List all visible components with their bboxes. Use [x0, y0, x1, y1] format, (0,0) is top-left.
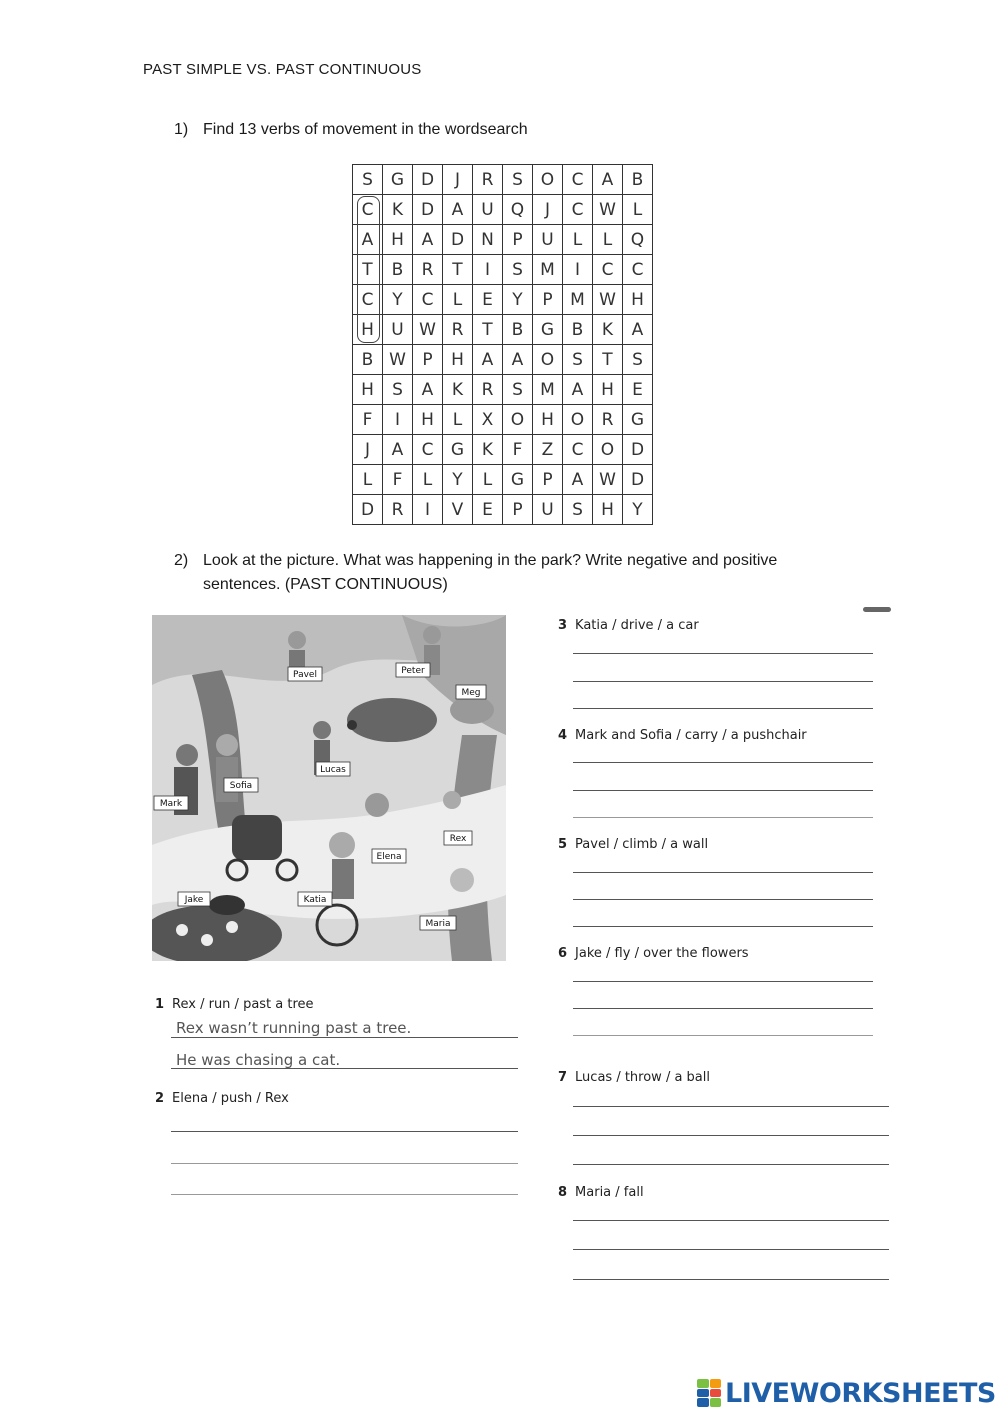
exercise-6-number: 6 [558, 946, 568, 961]
exercise-2-line-3[interactable] [171, 1194, 518, 1195]
wordsearch-cell[interactable]: S [623, 345, 653, 375]
logo-text-suffix: WORKSHEETS [789, 1377, 996, 1409]
exercise-6-prompt: Jake / fly / over the flowers [575, 946, 749, 961]
wordsearch-cell[interactable]: L [353, 465, 383, 495]
label-katia: Katia [303, 895, 327, 905]
wordsearch-cell[interactable]: P [503, 495, 533, 525]
wordsearch-cell[interactable]: H [593, 375, 623, 405]
exercise-1-answer-2: He was chasing a cat. [176, 1051, 341, 1069]
exercise-3-line-1[interactable] [573, 653, 873, 654]
wordsearch-cell[interactable]: C [353, 195, 383, 225]
wordsearch-cell[interactable]: Z [533, 435, 563, 465]
wordsearch-cell[interactable]: C [413, 435, 443, 465]
wordsearch-cell[interactable]: K [383, 195, 413, 225]
exercise-5-prompt: Pavel / climb / a wall [575, 837, 709, 852]
wordsearch-cell[interactable]: A [503, 345, 533, 375]
wordsearch-cell[interactable]: Y [443, 465, 473, 495]
wordsearch-cell[interactable]: U [383, 315, 413, 345]
wordsearch-cell[interactable]: R [383, 495, 413, 525]
question-1-text: Find 13 verbs of movement in the wordsearch [203, 121, 528, 138]
wordsearch-cell[interactable]: G [443, 435, 473, 465]
wordsearch-cell[interactable]: S [503, 165, 533, 195]
page-title: PAST SIMPLE VS. PAST CONTINUOUS [143, 61, 422, 78]
question-2 [174, 549, 854, 597]
wordsearch-row [353, 285, 653, 315]
wordsearch-cell[interactable]: A [353, 225, 383, 255]
logo-mark-green [697, 1379, 709, 1388]
label-rex: Rex [449, 834, 467, 844]
wordsearch-cell[interactable]: P [533, 285, 563, 315]
wordsearch-cell[interactable]: J [443, 165, 473, 195]
wordsearch-cell[interactable]: H [533, 405, 563, 435]
logo-mark-green-2 [710, 1398, 722, 1407]
wordsearch-cell[interactable]: H [623, 285, 653, 315]
wordsearch-cell[interactable]: H [593, 495, 623, 525]
wordsearch-cell[interactable]: F [503, 435, 533, 465]
wordsearch-cell[interactable]: B [503, 315, 533, 345]
exercise-6 [558, 946, 749, 961]
park-illustration [152, 615, 506, 961]
wordsearch-cell[interactable]: J [353, 435, 383, 465]
exercise-1-prompt: Rex / run / past a tree [172, 997, 314, 1012]
exercise-3-line-2[interactable] [573, 681, 873, 682]
wordsearch-cell[interactable]: I [383, 405, 413, 435]
wordsearch-cell[interactable]: D [413, 165, 443, 195]
wordsearch-cell[interactable]: E [623, 375, 653, 405]
wordsearch-highlight-catch [357, 196, 380, 343]
exercise-8-line-2[interactable] [573, 1249, 889, 1250]
wordsearch-cell[interactable]: R [473, 165, 503, 195]
wordsearch-cell[interactable]: H [353, 315, 383, 345]
wordsearch-cell[interactable]: I [563, 255, 593, 285]
wordsearch-cell[interactable]: L [413, 465, 443, 495]
exercise-5-number: 5 [558, 837, 568, 852]
exercise-7 [558, 1070, 710, 1085]
wordsearch-cell[interactable]: D [623, 435, 653, 465]
wordsearch-cell[interactable]: T [473, 315, 503, 345]
exercise-5-line-3[interactable] [573, 926, 873, 927]
exercise-2-number: 2 [155, 1091, 165, 1106]
wordsearch-cell[interactable]: S [383, 375, 413, 405]
wordsearch-cell[interactable]: A [473, 345, 503, 375]
wordsearch-cell[interactable]: U [533, 495, 563, 525]
wordsearch-cell[interactable]: T [443, 255, 473, 285]
exercise-7-line-1[interactable] [573, 1106, 889, 1107]
wordsearch-cell[interactable]: C [563, 165, 593, 195]
wordsearch-cell[interactable]: W [593, 465, 623, 495]
wordsearch-cell[interactable]: K [473, 435, 503, 465]
wordsearch-row [353, 165, 653, 195]
wordsearch-cell[interactable]: A [413, 375, 443, 405]
wordsearch-cell[interactable]: R [593, 405, 623, 435]
logo-text-prefix: LIVE [725, 1377, 790, 1409]
exercise-8-line-1[interactable] [573, 1220, 889, 1221]
wordsearch-cell[interactable]: O [533, 345, 563, 375]
exercise-4-line-2[interactable] [573, 790, 873, 791]
exercise-4-line-3[interactable] [573, 817, 873, 818]
wordsearch-cell[interactable]: L [443, 285, 473, 315]
exercise-8-line-3[interactable] [573, 1279, 889, 1280]
exercise-1-line-1[interactable] [171, 1037, 518, 1038]
wordsearch-cell[interactable]: H [383, 225, 413, 255]
wordsearch-cell[interactable]: B [383, 255, 413, 285]
wordsearch-cell[interactable]: O [563, 405, 593, 435]
page-corner-mark [863, 607, 891, 612]
wordsearch-cell[interactable]: P [413, 345, 443, 375]
exercise-7-prompt: Lucas / throw / a ball [575, 1070, 710, 1085]
wordsearch-cell[interactable]: T [353, 255, 383, 285]
wordsearch-cell[interactable]: O [503, 405, 533, 435]
exercise-6-line-2[interactable] [573, 1008, 873, 1009]
exercise-3 [558, 618, 699, 633]
wordsearch-cell[interactable]: C [353, 285, 383, 315]
wordsearch-cell[interactable]: C [563, 195, 593, 225]
question-1-number: 1) [174, 121, 189, 138]
wordsearch-cell[interactable]: V [443, 495, 473, 525]
exercise-5-line-1[interactable] [573, 872, 873, 873]
exercise-1-answer-1: Rex wasn’t running past a tree. [176, 1019, 412, 1037]
wordsearch-cell[interactable]: I [473, 255, 503, 285]
label-sofia: Sofia [229, 781, 253, 791]
wordsearch-cell[interactable]: Y [503, 285, 533, 315]
wordsearch-cell[interactable]: R [473, 375, 503, 405]
wordsearch-cell[interactable]: F [353, 405, 383, 435]
wordsearch-cell[interactable]: A [383, 435, 413, 465]
wordsearch-cell[interactable]: H [443, 345, 473, 375]
wordsearch-cell[interactable]: W [593, 195, 623, 225]
wordsearch-row [353, 255, 653, 285]
wordsearch-cell[interactable]: U [473, 195, 503, 225]
wordsearch-cell[interactable]: Q [503, 195, 533, 225]
wordsearch-cell[interactable]: G [533, 315, 563, 345]
exercise-4 [558, 728, 807, 743]
exercise-4-number: 4 [558, 728, 568, 743]
exercise-1 [155, 997, 314, 1012]
wordsearch-cell[interactable]: K [593, 315, 623, 345]
wordsearch-cell[interactable]: K [443, 375, 473, 405]
wordsearch-cell[interactable]: B [353, 345, 383, 375]
wordsearch-cell[interactable]: L [563, 225, 593, 255]
wordsearch-cell[interactable]: W [593, 285, 623, 315]
wordsearch-cell[interactable]: S [563, 495, 593, 525]
question-1 [174, 118, 528, 142]
wordsearch-row [353, 225, 653, 255]
logo-mark-icon [697, 1379, 721, 1407]
wordsearch-cell[interactable]: A [623, 315, 653, 345]
wordsearch-cell[interactable]: A [563, 375, 593, 405]
wordsearch-cell[interactable]: X [473, 405, 503, 435]
wordsearch-cell[interactable]: B [623, 165, 653, 195]
exercise-2-line-1[interactable] [171, 1131, 518, 1132]
question-2-text: Look at the picture. What was happening in the park? Write negative and positive sentences. (PAST CONTINUOUS) [203, 552, 778, 593]
exercise-2-prompt: Elena / push / Rex [172, 1091, 289, 1106]
wordsearch-cell[interactable]: C [563, 435, 593, 465]
label-elena: Elena [376, 852, 402, 862]
wordsearch-cell[interactable]: O [533, 165, 563, 195]
wordsearch-cell[interactable]: M [533, 255, 563, 285]
exercise-6-line-1[interactable] [573, 981, 873, 982]
exercise-5 [558, 837, 708, 852]
exercise-4-prompt: Mark and Sofia / carry / a pushchair [575, 728, 807, 743]
exercise-7-number: 7 [558, 1070, 568, 1085]
wordsearch-cell[interactable]: P [533, 465, 563, 495]
wordsearch-cell[interactable]: J [533, 195, 563, 225]
logo-mark-blue-2 [697, 1398, 709, 1407]
wordsearch-cell[interactable]: R [443, 315, 473, 345]
logo-mark-orange [710, 1379, 722, 1388]
label-lucas: Lucas [320, 765, 346, 775]
wordsearch-cell[interactable]: D [413, 195, 443, 225]
exercise-3-line-3[interactable] [573, 708, 873, 709]
wordsearch-cell[interactable]: W [413, 315, 443, 345]
liveworksheets-logo[interactable] [697, 1376, 996, 1410]
wordsearch-cell[interactable]: A [563, 465, 593, 495]
wordsearch-cell[interactable]: S [503, 375, 533, 405]
wordsearch-cell[interactable]: Y [623, 495, 653, 525]
wordsearch-cell[interactable]: P [503, 225, 533, 255]
exercise-3-number: 3 [558, 618, 568, 633]
logo-mark-red [710, 1389, 722, 1398]
exercise-1-line-2[interactable] [171, 1068, 518, 1069]
exercise-3-prompt: Katia / drive / a car [575, 618, 699, 633]
wordsearch-cell[interactable]: L [593, 225, 623, 255]
wordsearch-row [353, 345, 653, 375]
wordsearch-cell[interactable]: A [413, 225, 443, 255]
wordsearch-cell[interactable]: H [353, 375, 383, 405]
wordsearch-row [353, 375, 653, 405]
exercise-2 [155, 1091, 289, 1106]
wordsearch-cell[interactable]: E [473, 285, 503, 315]
exercise-6-line-3[interactable] [573, 1035, 873, 1036]
wordsearch-cell[interactable]: A [593, 165, 623, 195]
wordsearch-row [353, 465, 653, 495]
wordsearch-cell[interactable]: S [563, 345, 593, 375]
exercise-1-number: 1 [155, 997, 165, 1012]
label-pavel: Pavel [293, 670, 317, 680]
exercise-7-line-2[interactable] [573, 1135, 889, 1136]
label-peter: Peter [401, 666, 425, 676]
label-jake: Jake [184, 895, 204, 905]
wordsearch-cell[interactable]: C [623, 255, 653, 285]
exercise-5-line-2[interactable] [573, 899, 873, 900]
wordsearch-row [353, 495, 653, 525]
wordsearch-cell[interactable]: O [593, 435, 623, 465]
exercise-2-line-2[interactable] [171, 1163, 518, 1164]
wordsearch-cell[interactable]: N [473, 225, 503, 255]
exercise-8 [558, 1185, 644, 1200]
wordsearch-cell[interactable]: S [503, 255, 533, 285]
wordsearch-cell[interactable]: T [593, 345, 623, 375]
label-meg: Meg [461, 688, 481, 698]
wordsearch-cell[interactable]: E [473, 495, 503, 525]
wordsearch-cell[interactable]: M [533, 375, 563, 405]
wordsearch-cell[interactable]: F [383, 465, 413, 495]
wordsearch-cell[interactable]: Q [623, 225, 653, 255]
question-2-number: 2) [174, 552, 189, 569]
wordsearch-cell[interactable]: H [413, 405, 443, 435]
wordsearch-cell[interactable]: D [443, 225, 473, 255]
wordsearch-row [353, 435, 653, 465]
wordsearch-cell[interactable]: G [503, 465, 533, 495]
wordsearch-cell[interactable]: D [623, 465, 653, 495]
wordsearch-cell[interactable]: Y [383, 285, 413, 315]
label-mark: Mark [159, 799, 183, 809]
wordsearch-cell[interactable]: M [563, 285, 593, 315]
logo-mark-blue [697, 1389, 709, 1398]
wordsearch-cell[interactable]: I [413, 495, 443, 525]
wordsearch-row [353, 405, 653, 435]
wordsearch-cell[interactable]: G [383, 165, 413, 195]
wordsearch-cell[interactable]: L [473, 465, 503, 495]
wordsearch-cell[interactable]: C [413, 285, 443, 315]
wordsearch-cell[interactable]: L [443, 405, 473, 435]
exercise-8-number: 8 [558, 1185, 568, 1200]
wordsearch-cell[interactable]: A [443, 195, 473, 225]
wordsearch-cell[interactable]: G [623, 405, 653, 435]
exercise-7-line-3[interactable] [573, 1164, 889, 1165]
wordsearch-cell[interactable]: U [533, 225, 563, 255]
wordsearch-cell[interactable]: R [413, 255, 443, 285]
wordsearch-row [353, 315, 653, 345]
wordsearch-cell[interactable]: C [593, 255, 623, 285]
exercise-8-prompt: Maria / fall [575, 1185, 644, 1200]
wordsearch-row [353, 195, 653, 225]
wordsearch-cell[interactable]: L [623, 195, 653, 225]
exercise-4-line-1[interactable] [573, 762, 873, 763]
wordsearch-cell[interactable]: W [383, 345, 413, 375]
label-maria: Maria [425, 919, 451, 929]
wordsearch-cell[interactable]: B [563, 315, 593, 345]
wordsearch-cell[interactable]: D [353, 495, 383, 525]
wordsearch-grid[interactable] [352, 164, 653, 525]
wordsearch-cell[interactable]: S [353, 165, 383, 195]
logo-text [725, 1378, 996, 1409]
